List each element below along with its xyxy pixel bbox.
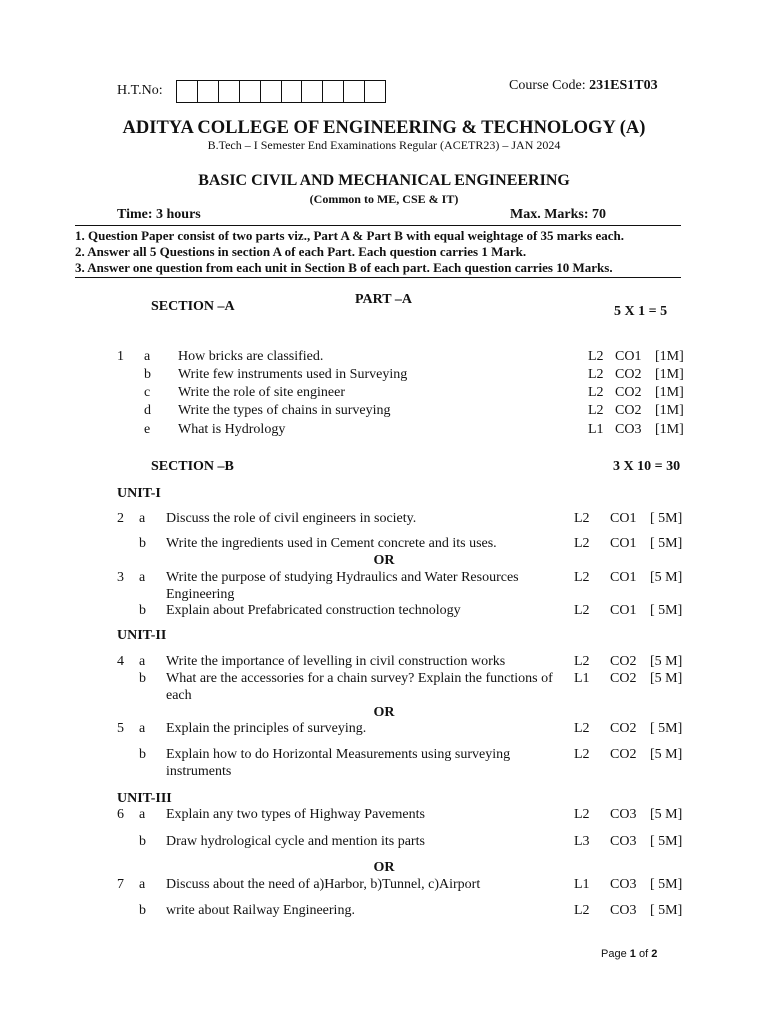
or-separator: OR — [373, 553, 395, 568]
college-name: ADITYA COLLEGE OF ENGINEERING & TECHNOLOGY (A) — [122, 118, 646, 138]
question-row: b Write the ingredients used in Cement concrete and its uses. L2 CO1 [ 5M] — [139, 536, 683, 551]
page-number: Page 1 of 2 — [601, 948, 658, 960]
ht-no-boxes — [176, 80, 386, 103]
common-to: (Common to ME, CSE & IT) — [309, 192, 459, 206]
divider — [75, 277, 681, 278]
divider — [75, 225, 681, 226]
question-row: b What are the accessories for a chain survey? Explain the functions of each L1 CO2 [5 M] — [139, 671, 683, 703]
question-row: 3 a Write the purpose of studying Hydraulics and Water Resources Engineering L2 CO1 [5 M] — [117, 570, 683, 602]
instruction-1: 1. Question Paper consist of two parts viz., Part A & Part B with equal weightage of 35 marks each. — [75, 228, 624, 243]
question-row: b Explain about Prefabricated construction technology L2 CO1 [ 5M] — [139, 603, 683, 618]
section-a-marks: 5 X 1 = 5 — [614, 304, 668, 319]
question-row: b Explain how to do Horizontal Measurements using surveying instruments L2 CO2 [5 M] — [139, 747, 683, 779]
unit-title: UNIT-II — [117, 628, 167, 643]
question-row: 7 a Discuss about the need of a)Harbor, b)Tunnel, c)Airport L1 CO3 [ 5M] — [117, 877, 683, 892]
section-b-label: SECTION –B — [151, 459, 234, 474]
question-row: 4 a Write the importance of levelling in civil construction works L2 CO2 [5 M] — [117, 654, 683, 669]
section-a-label: SECTION –A — [151, 299, 235, 314]
question-row: 6 a Explain any two types of Highway Pavements L2 CO3 [5 M] — [117, 807, 683, 822]
question-row: e What is Hydrology L1 CO3 [1M] — [144, 422, 684, 437]
question-row: 1 a How bricks are classified. L2 CO1 [1M] — [117, 349, 684, 364]
part-a-label: PART –A — [355, 292, 412, 307]
question-row: 2 a Discuss the role of civil engineers in society. L2 CO1 [ 5M] — [117, 511, 683, 526]
section-b-marks: 3 X 10 = 30 — [613, 459, 681, 474]
subject-title: BASIC CIVIL AND MECHANICAL ENGINEERING — [198, 172, 570, 189]
question-row: c Write the role of site engineer L2 CO2 [1M] — [144, 385, 684, 400]
or-separator: OR — [373, 860, 395, 875]
unit-title: UNIT-I — [117, 486, 161, 501]
course-code-value: 231ES1T03 — [589, 78, 658, 93]
question-row: b write about Railway Engineering. L2 CO3 [ 5M] — [139, 903, 683, 918]
course-code: Course Code: 231ES1T03 — [509, 78, 658, 93]
unit-title: UNIT-III — [117, 791, 172, 806]
question-row: d Write the types of chains in surveying L2 CO2 [1M] — [144, 403, 684, 418]
exam-time: Time: 3 hours — [117, 207, 201, 222]
ht-no-label: H.T.No: — [117, 83, 163, 98]
exam-title: B.Tech – I Semester End Examinations Regular (ACETR23) – JAN 2024 — [207, 138, 561, 152]
max-marks: Max. Marks: 70 — [510, 207, 607, 222]
question-row: b Write few instruments used in Surveying L2 CO2 [1M] — [144, 367, 684, 382]
question-row: b Draw hydrological cycle and mention its parts L3 CO3 [ 5M] — [139, 834, 683, 849]
or-separator: OR — [373, 705, 395, 720]
question-row: 5 a Explain the principles of surveying. L2 CO2 [ 5M] — [117, 721, 683, 736]
instruction-2: 2. Answer all 5 Questions in section A of each Part. Each question carries 1 Mark. — [75, 244, 527, 259]
instruction-3: 3. Answer one question from each unit in Section B of each part. Each question carries 10 Marks. — [75, 260, 613, 275]
